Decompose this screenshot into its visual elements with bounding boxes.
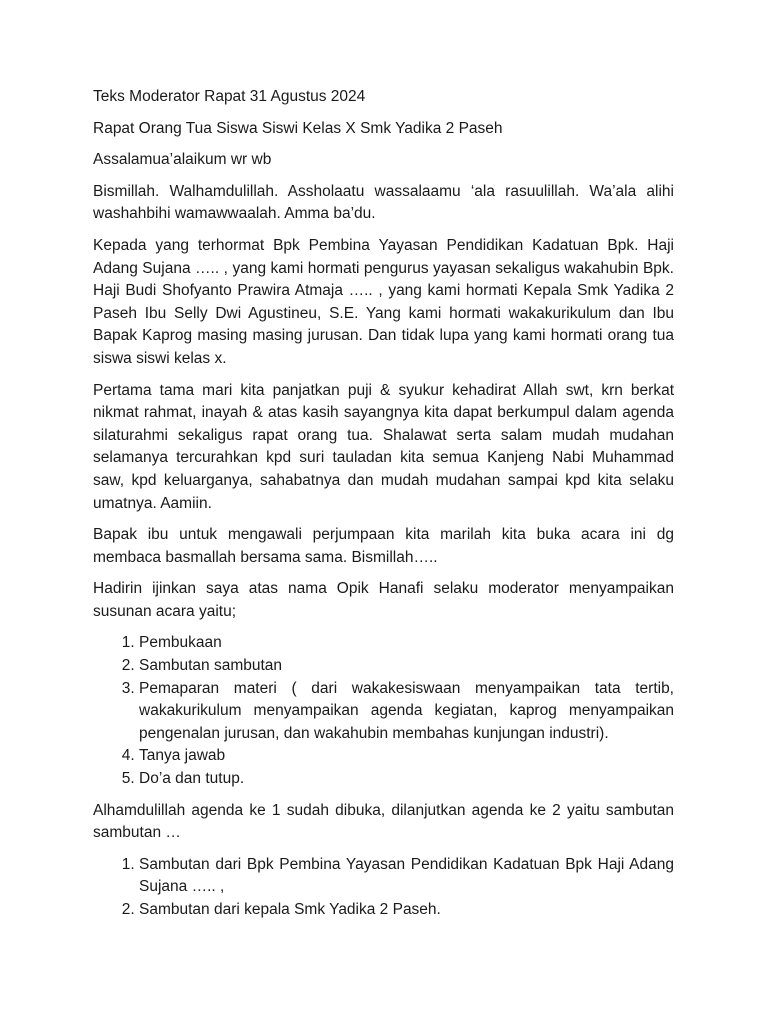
list-item: 4. Tanya jawab bbox=[139, 745, 674, 768]
list-item: 2. Sambutan sambutan bbox=[139, 655, 674, 678]
list-item: 3. Pemaparan materi ( dari wakakesiswaan menyampaikan tata tertib, wakakurikulum menyampaikan agenda kegiatan, kaprog menyampaikan pengenalan jurusan, dan wakahubin membahas kunjungan industri). bbox=[139, 678, 674, 746]
respect-paragraph: Kepada yang terhormat Bpk Pembina Yayasan Pendidikan Kadatuan Bpk. Haji Adang Sujana ….. , yang kami hormati pengurus yayasan sekaligus wakahubin Bpk. Haji Budi Shofyanto Prawira Atmaja ….. , yang kami hormati Kepala Smk Yadika 2 Paseh Ibu Selly Dwi Agustineu, S.E. Yang kami hormati wakakurikulum dan Ibu Bapak Kaprog masing masing jurusan. Dan tidak lupa yang kami hormati orang tua siswa siswi kelas x. bbox=[93, 236, 674, 367]
list-item: 2. Sambutan dari kepala Smk Yadika 2 Paseh. bbox=[139, 899, 674, 922]
document-subtitle: Rapat Orang Tua Siswa Siswi Kelas X Smk Yadika 2 Paseh bbox=[93, 119, 503, 137]
gratitude-paragraph: Pertama tama mari kita panjatkan puji & syukur kehadirat Allah swt, krn berkat nikmat rahmat, inayah & atas kasih sayangnya kita dapat berkumpul dalam agenda silaturahmi sekaligus rapat orang tua. Shalawat serta salam mudah mudahan selamanya tercurahkan kpd suri tauladan kita semua Kanjeng Nabi Muhammad saw, kpd keluarganya, sahabatnya dan mudah mudahan sampai kpd kita selaku umatnya. Aamiin. bbox=[93, 381, 674, 512]
document-title: Teks Moderator Rapat 31 Agustus 2024 bbox=[93, 88, 366, 105]
agenda-list bbox=[93, 632, 674, 790]
transition-paragraph: Alhamdulillah agenda ke 1 sudah dibuka, dilanjutkan agenda ke 2 yaitu sambutan sambutan … bbox=[93, 801, 674, 842]
speeches-list bbox=[93, 854, 674, 922]
agenda-intro-paragraph: Hadirin ijinkan saya atas nama Opik Hanafi selaku moderator menyampaikan susunan acara yaitu; bbox=[93, 580, 674, 620]
list-item: 5. Do’a dan tutup. bbox=[139, 768, 674, 791]
basmallah-paragraph: Bapak ibu untuk mengawali perjumpaan kita marilah kita buka acara ini dg membaca basmallah bersama sama. Bismillah….. bbox=[93, 526, 674, 566]
opening-paragraph: Bismillah. Walhamdulillah. Assholaatu wassalaamu ‘ala rasuulillah. Wa’ala alihi washahbihi wamawwaalah. Amma ba’du. bbox=[93, 182, 674, 223]
list-item: 1. Pembukaan bbox=[139, 632, 674, 655]
greeting-line: Assalamua’alaikum wr wb bbox=[93, 151, 272, 169]
list-item: 1. Sambutan dari Bpk Pembina Yayasan Pendidikan Kadatuan Bpk Haji Adang Sujana ….. , bbox=[139, 854, 674, 899]
